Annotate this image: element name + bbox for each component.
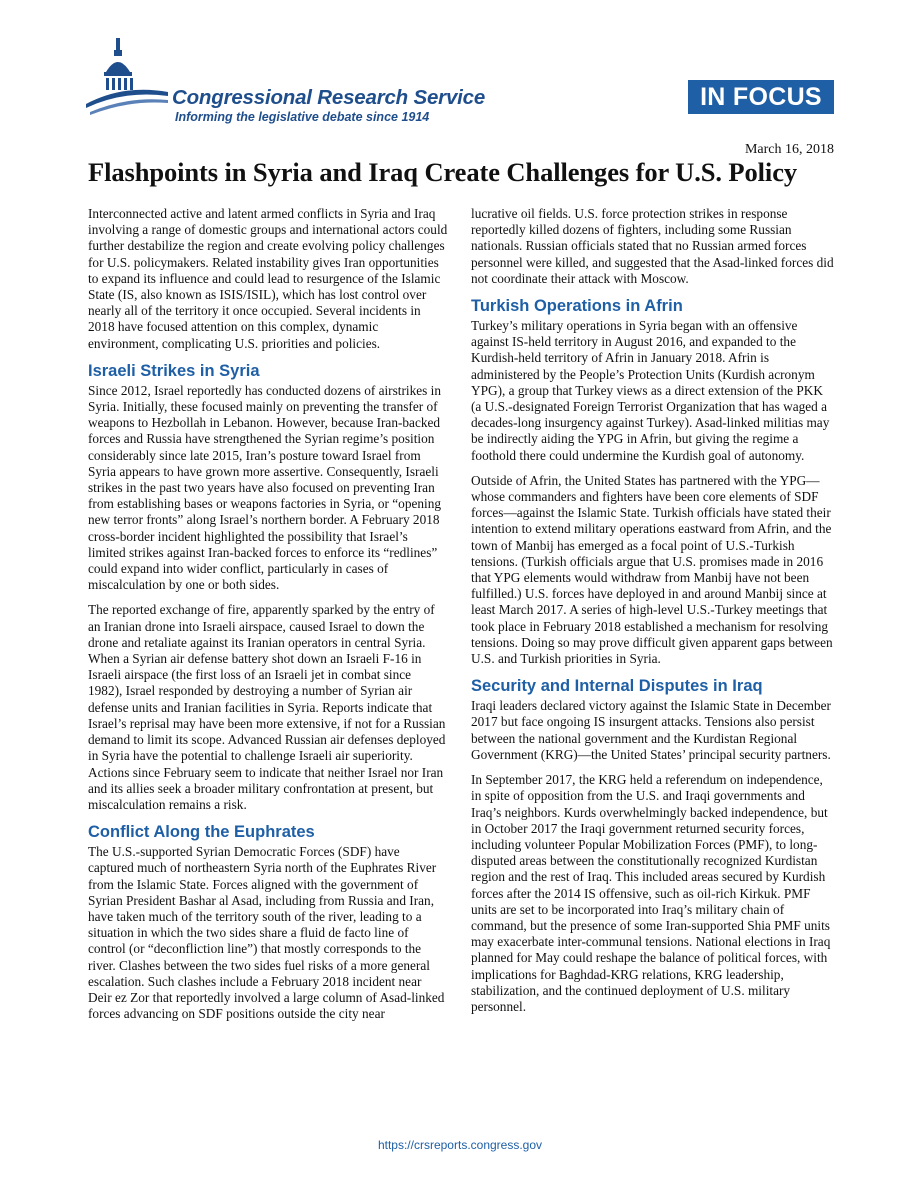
section-heading-euphrates: Conflict Along the Euphrates [88, 823, 315, 842]
afrin-paragraph-1: Turkey’s military operations in Syria began with an offensive against IS-held territory in August 2016, and expanded to the Kurdish-held territory of Afrin in January 2018. Afrin is administered by the People’s Protection Units (Kurdish acronym YPG), a group that Turkey views as a direct extension of the PKK (a U.S.-designated Foreign Terrorist Organization that has waged a decades-long insurgency against Turkey). Asad-linked militias may be indirectly aiding the YPG in Afrin, but giving the regime a foothold there could undermine the Kurdish goal of autonomy. [471, 318, 830, 463]
intro-paragraph: Interconnected active and latent armed conflicts in Syria and Iraq involving a range of domestic groups and international actors could further destabilize the region and create evolving policy challenges for U.S. policymakers. Related instability gives Iran opportunities to expand its influence and could lead to resurgence of the Islamic State (IS, also known as ISIS/ISIL), which has lost control over nearly all of the territory it once occupied. Several incidents in 2018 have focused attention on this complex, dynamic environment, complicating U.S. priorities and policies. [88, 206, 448, 351]
footer-url-link[interactable]: https://crsreports.congress.gov [377, 1138, 543, 1152]
page-title: Flashpoints in Syria and Iraq Create Challenges for U.S. Policy [88, 157, 798, 187]
capitol-dome-icon [84, 38, 168, 120]
iraq-paragraph-1: Iraqi leaders declared victory against the Islamic State in December 2017 but face ongoing IS insurgent attacks. Tensions also persist between the national government and the Kurdistan Regional Government (KRG)—the United States’ principal security partners. [471, 698, 831, 762]
section-heading-iraq: Security and Internal Disputes in Iraq [471, 677, 763, 696]
org-name: Congressional Research Service [172, 86, 486, 109]
israeli-paragraph-2: The reported exchange of fire, apparently sparked by the entry of an Iranian drone into Israeli airspace, caused Israel to down the drone and retaliate against its Iranian operators in central Syria. When a Syrian air defense battery shot down an Israeli F-16 in Israeli airspace (the first loss of an Israeli jet in combat since 1982), Israel responded by destroying a number of Syrian air defense units and Iranian facilities in Syria. Reports indicate that Israel’s reprisal may have been more extensive, if not for a Russian demand to limit its scope. Advanced Russian air defenses deployed in Syria have the potential to challenge Israeli air superiority. Actions since February seem to indicate that neither Israel nor Iran and its allies seek a broader military confrontation at present, but miscalculation remains a risk. [88, 602, 446, 812]
israeli-paragraph-1: Since 2012, Israel reportedly has conducted dozens of airstrikes in Syria. Initially, these focused mainly on preventing the transfer of weapons to Hezbollah in Lebanon. However, because Iran-backed forces and Russia have strengthened the Syrian regime’s position considerably since late 2015, Iran’s posture toward Israel from Syria appears to have grown more assertive. Consequently, Israeli strikes in the past two years have also focused on preventing Iran from establishing bases or weapons factories in Syria, or “opening new terror fronts” along Israel’s northern border. A February 2018 cross-border incident highlighted the possibility that Israel’s limited strikes against Iran-backed forces to enforce its “redlines” could expand into wider conflict, particularly in cases of miscalculation by one or both sides. [88, 382, 442, 593]
document-header [0, 0, 920, 140]
publication-date: March 16, 2018 [744, 142, 834, 157]
in-focus-badge: IN FOCUS [688, 80, 834, 114]
section-heading-afrin: Turkish Operations in Afrin [471, 297, 683, 316]
euphrates-paragraph-continued: lucrative oil fields. U.S. force protection strikes in response reportedly killed dozens of fighters, including some Russian nationals. Russian officials stated that no Russian armed forces personnel were killed, and suggested that the Asad-linked forces did not coordinate their attack with Moscow. [471, 206, 834, 286]
afrin-paragraph-2: Outside of Afrin, the United States has partnered with the YPG—whose commanders and fighters have been core elements of SDF forces—against the Islamic State. Turkish officials have stated their intention to extend military operations eastward from Afrin, and the town of Manbij has emerged as a focal point of U.S.-Turkish tensions. (Turkish officials argue that U.S. promises made in 2016 that YPG elements would withdraw from Manbij have not been fulfilled.) U.S. forces have deployed in and around Manbij since at least March 2017. A series of high-level U.S.-Turkey meetings that took place in February 2018 established a mechanism for resolving tensions. Doing so may prove difficult given apparent gaps between U.S. and Turkish priorities in Syria. [471, 472, 833, 667]
section-heading-israeli-strikes: Israeli Strikes in Syria [88, 361, 260, 380]
left-column [88, 206, 448, 1031]
org-tagline: Informing the legislative debate since 1914 [175, 110, 430, 124]
iraq-paragraph-2: In September 2017, the KRG held a referendum on independence, in spite of opposition from the U.S. and Iraqi governments and Iraq’s neighbors. Kurds overwhelmingly backed independence, but in October 2017 the Iraqi government returned security forces, including volunteer Popular Mobilization Forces (PMF), to long-disputed areas between the constitutionally recognized Kurdistan region and the rest of Iraq. This included areas secured by Kurdish forces after the 2014 IS offensive, such as oil-rich Kirkuk. PMF units are set to be incorporated into Iraq’s military chain of command, but the presence of some Iran-supported Shia PMF units may exacerbate inter-communal tensions. National elections in Iraq planned for May could reshape the balance of political forces, with implications for Baghdad-KRG relations, KRG leadership, stabilization, and the continued deployment of U.S. military personnel. [471, 772, 831, 1014]
right-column [471, 206, 835, 1024]
euphrates-paragraph-1: The U.S.-supported Syrian Democratic Forces (SDF) have captured much of northeastern Syria north of the Euphrates River from the Islamic State. Forces aligned with the government of Syrian President Bashar al Asad, including from Russia and Iran, have taken much of the territory south of the river, leading to a situation in which the two sides share a fluid de facto line of control (or “deconfliction line”) that mostly corresponds to the river. Clashes between the two sides fuel risks of a more general escalation. Such clashes include a February 2018 incident near Deir ez Zor that reportedly involved a large column of Asad-linked forces advancing on SDF positions outside the city near [88, 844, 445, 1022]
